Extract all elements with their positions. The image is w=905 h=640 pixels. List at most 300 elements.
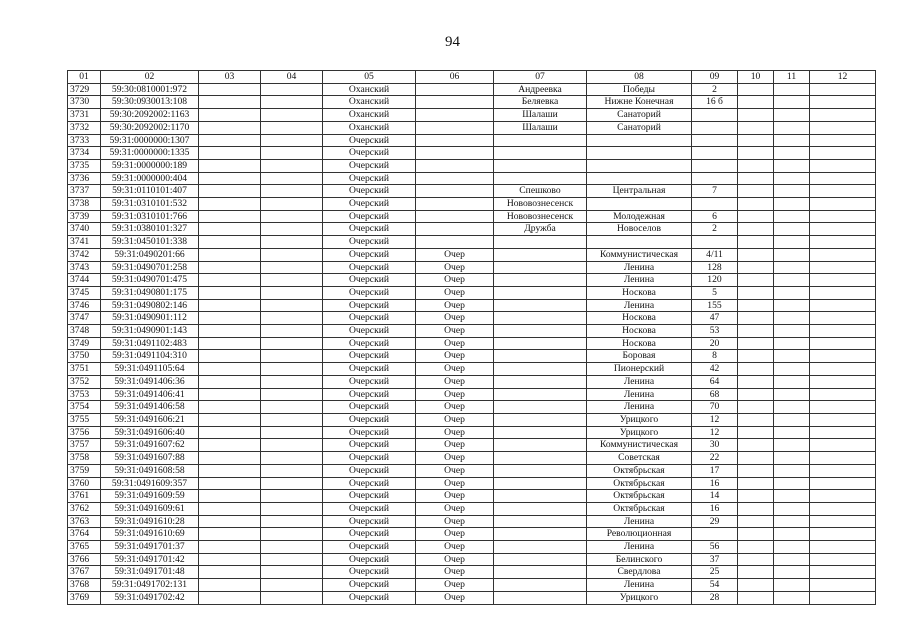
table-row [68,553,876,566]
table-cell: Очерский [323,248,416,261]
table-cell: Санаторий [587,121,692,134]
table-cell [494,591,587,604]
table-cell [738,248,774,261]
table-cell: Очер [416,541,494,554]
table-cell [199,325,261,338]
table-cell [261,426,323,439]
table-cell [416,172,494,185]
table-cell [199,172,261,185]
table-cell [261,553,323,566]
table-cell [774,528,810,541]
table-cell: 59:30:2092002:1170 [101,121,199,134]
table-cell: Новоселов [587,223,692,236]
table-cell [810,591,876,604]
table-cell [199,96,261,109]
table-cell [199,236,261,249]
table-cell [692,172,738,185]
table-cell: Очерский [323,350,416,363]
table-cell [199,299,261,312]
table-cell [774,210,810,223]
table-cell: Очер [416,388,494,401]
table-cell [810,109,876,122]
table-cell [738,515,774,528]
table-cell [494,490,587,503]
table-cell [774,121,810,134]
table-cell: Очер [416,337,494,350]
table-row [68,439,876,452]
table-cell [738,312,774,325]
table-cell [774,134,810,147]
table-cell: 59:31:0491406:58 [101,401,199,414]
table-cell: 30 [692,439,738,452]
table-cell: 59:31:0490201:66 [101,248,199,261]
table-cell: 59:31:0491105:64 [101,363,199,376]
table-cell [199,274,261,287]
table-cell [810,299,876,312]
table-cell [738,325,774,338]
table-cell [738,274,774,287]
table-cell: Очер [416,528,494,541]
table-cell [494,401,587,414]
table-cell [810,464,876,477]
table-cell [494,159,587,172]
table-cell: Очер [416,413,494,426]
table-cell: 2 [692,83,738,96]
table-cell [199,198,261,211]
table-cell [261,83,323,96]
table-cell [261,464,323,477]
table-cell: 59:31:0490801:175 [101,286,199,299]
table-cell [738,286,774,299]
table-cell: Очерский [323,579,416,592]
table-row [68,477,876,490]
table-row [68,363,876,376]
table-row [68,541,876,554]
table-cell [261,286,323,299]
table-cell: 22 [692,452,738,465]
table-row [68,185,876,198]
table-cell: Коммунистическая [587,439,692,452]
table-cell [738,198,774,211]
table-cell [261,96,323,109]
table-cell: Оханский [323,121,416,134]
table-cell [261,134,323,147]
table-cell [774,490,810,503]
table-cell [494,528,587,541]
table-cell [738,299,774,312]
table-cell: Очерский [323,147,416,160]
table-cell: 3736 [68,172,101,185]
table-cell: Очер [416,502,494,515]
table-cell [261,185,323,198]
table-cell [738,426,774,439]
table-cell: 3769 [68,591,101,604]
table-cell [199,248,261,261]
table-cell [738,477,774,490]
table-cell: 3766 [68,553,101,566]
table-cell [261,579,323,592]
table-cell: Очерский [323,223,416,236]
table-row [68,198,876,211]
table-row [68,121,876,134]
column-header: 10 [738,71,774,84]
table-cell: 59:30:0810001:972 [101,83,199,96]
table-cell: Очерский [323,375,416,388]
table-cell [494,261,587,274]
table-cell: Очер [416,350,494,363]
table-row [68,261,876,274]
table-cell [261,413,323,426]
table-cell: 3762 [68,502,101,515]
table-cell [738,121,774,134]
table-cell: Очер [416,566,494,579]
table-cell: 3729 [68,83,101,96]
table-cell: Очерский [323,426,416,439]
table-cell: Боровая [587,350,692,363]
table-cell: 3755 [68,413,101,426]
table-cell: 64 [692,375,738,388]
table-row [68,172,876,185]
table-cell [416,223,494,236]
table-cell: 59:31:0490701:258 [101,261,199,274]
table-cell [199,566,261,579]
table-cell [692,236,738,249]
column-header: 12 [810,71,876,84]
table-cell [692,159,738,172]
table-cell: 16 [692,477,738,490]
table-cell [199,312,261,325]
table-row [68,312,876,325]
table-cell: 59:31:0491606:21 [101,413,199,426]
table-cell: Очерский [323,261,416,274]
table-cell [810,286,876,299]
table-cell: Октябрьская [587,477,692,490]
table-cell: 59:30:0930013:108 [101,96,199,109]
table-cell [810,325,876,338]
table-cell [774,172,810,185]
table-cell: 3756 [68,426,101,439]
table-cell [810,566,876,579]
table-cell [774,363,810,376]
table-cell: Революционная [587,528,692,541]
table-cell: 59:31:0491606:40 [101,426,199,439]
table-cell [810,172,876,185]
table-cell: 3733 [68,134,101,147]
table-cell [738,236,774,249]
table-cell [810,452,876,465]
table-cell [261,223,323,236]
table-cell: 14 [692,490,738,503]
table-cell: Октябрьская [587,502,692,515]
table-cell: Очерский [323,541,416,554]
table-cell [261,502,323,515]
table-cell: 3754 [68,401,101,414]
table-cell: Очер [416,248,494,261]
table-cell [199,147,261,160]
table-cell: Ленина [587,261,692,274]
table-cell [738,553,774,566]
table-cell [261,109,323,122]
table-cell [738,363,774,376]
table-cell [810,363,876,376]
table-cell: 59:31:0310101:766 [101,210,199,223]
table-cell [774,274,810,287]
table-cell [494,515,587,528]
table-cell [810,236,876,249]
table-cell [199,401,261,414]
table-cell: 3767 [68,566,101,579]
table-cell: Очерский [323,325,416,338]
table-row [68,134,876,147]
table-cell [416,159,494,172]
table-cell: 59:31:0491607:62 [101,439,199,452]
table-cell: Октябрьская [587,464,692,477]
table-cell [416,147,494,160]
table-cell: 17 [692,464,738,477]
table-cell [199,83,261,96]
table-cell: Октябрьская [587,490,692,503]
table-cell: 3751 [68,363,101,376]
table-body [68,83,876,604]
table-cell: Очер [416,515,494,528]
table-cell [494,477,587,490]
column-header: 02 [101,71,199,84]
table-cell: Очер [416,477,494,490]
table-cell: Очерский [323,591,416,604]
table-cell: Очер [416,299,494,312]
table-row [68,375,876,388]
table-cell [810,312,876,325]
table-cell: Нововознесенск [494,210,587,223]
table-cell: Очерский [323,363,416,376]
table-cell: Очерский [323,185,416,198]
table-cell [774,375,810,388]
table-cell: 59:31:0491702:131 [101,579,199,592]
table-cell [774,96,810,109]
table-cell [774,452,810,465]
table-cell: Очерский [323,299,416,312]
table-cell [199,375,261,388]
table-row [68,109,876,122]
table-cell [199,350,261,363]
table-cell [261,541,323,554]
table-cell: 59:31:0490901:143 [101,325,199,338]
table-cell [810,528,876,541]
table-cell: 3749 [68,337,101,350]
table-cell [774,185,810,198]
table-cell [587,172,692,185]
table-cell [261,388,323,401]
table-cell [494,464,587,477]
table-cell: Очерский [323,502,416,515]
table-cell: 3746 [68,299,101,312]
table-cell: 6 [692,210,738,223]
table-cell [774,388,810,401]
table-cell: 3764 [68,528,101,541]
column-header: 11 [774,71,810,84]
column-header: 01 [68,71,101,84]
table-cell: Очер [416,363,494,376]
table-cell: 59:31:0491607:88 [101,452,199,465]
table-cell [494,426,587,439]
table-cell: 16 б [692,96,738,109]
table-cell: 3748 [68,325,101,338]
table-cell: Очерский [323,134,416,147]
table-cell: Очерский [323,452,416,465]
table-row [68,147,876,160]
table-cell: Очерский [323,172,416,185]
table-cell [199,159,261,172]
table-cell: Шалаши [494,121,587,134]
table-cell: 53 [692,325,738,338]
table-cell [199,223,261,236]
table-cell: 3760 [68,477,101,490]
table-cell: 3744 [68,274,101,287]
table-row [68,413,876,426]
table-cell [416,96,494,109]
table-row [68,579,876,592]
table-cell [199,109,261,122]
table-cell: 3765 [68,541,101,554]
table-cell: Урицкого [587,413,692,426]
table-cell [738,375,774,388]
table-cell [738,83,774,96]
table-cell [261,591,323,604]
table-cell [810,223,876,236]
table-cell: 3741 [68,236,101,249]
table-cell: 12 [692,426,738,439]
table-cell: 59:31:0000000:1335 [101,147,199,160]
table-cell [738,413,774,426]
table-cell [261,490,323,503]
table-cell [494,502,587,515]
table-cell [810,502,876,515]
table-cell [261,325,323,338]
table-cell [494,566,587,579]
table-cell [774,83,810,96]
table-cell: 59:31:0491610:69 [101,528,199,541]
table-cell [810,274,876,287]
table-cell [738,147,774,160]
table-cell [494,299,587,312]
table-cell [261,159,323,172]
table-cell: Андреевка [494,83,587,96]
table-cell: Очерский [323,388,416,401]
table-cell [199,185,261,198]
table-cell: Очерский [323,312,416,325]
table-cell [494,350,587,363]
table-cell [494,325,587,338]
table-cell [738,579,774,592]
table-cell [810,134,876,147]
table-cell [261,299,323,312]
table-cell [494,541,587,554]
table-cell: Очерский [323,159,416,172]
table-cell: Очер [416,274,494,287]
table-row [68,299,876,312]
table-cell: Нижне Конечная [587,96,692,109]
table-cell [416,109,494,122]
table-cell: Нововознесенск [494,198,587,211]
table-cell: Очер [416,261,494,274]
table-cell: Ленина [587,579,692,592]
table-cell: Ленина [587,375,692,388]
table-cell: Очерский [323,198,416,211]
table-cell: Очер [416,591,494,604]
registry-table [67,70,876,605]
table-cell [261,121,323,134]
table-cell [199,388,261,401]
table-cell [494,553,587,566]
table-cell [261,274,323,287]
table-row [68,426,876,439]
table-cell: 3768 [68,579,101,592]
table-cell: Очер [416,579,494,592]
table-cell [416,83,494,96]
table-cell [810,426,876,439]
table-cell [494,286,587,299]
table-cell: 3732 [68,121,101,134]
table-cell: Ленина [587,541,692,554]
table-cell: 59:31:0491102:483 [101,337,199,350]
table-cell [199,210,261,223]
table-cell: Очерский [323,553,416,566]
table-cell: 3758 [68,452,101,465]
table-cell [199,439,261,452]
table-cell: Очер [416,375,494,388]
table-cell: 59:31:0450101:338 [101,236,199,249]
table-cell: 56 [692,541,738,554]
table-cell [810,413,876,426]
table-cell [261,401,323,414]
table-cell [738,541,774,554]
table-cell: 59:31:0491609:61 [101,502,199,515]
column-header: 08 [587,71,692,84]
table-row [68,591,876,604]
table-cell: 12 [692,413,738,426]
table-cell [738,490,774,503]
table-cell: 3763 [68,515,101,528]
table-row [68,96,876,109]
table-cell: 3738 [68,198,101,211]
table-cell [199,464,261,477]
table-cell: Носкова [587,286,692,299]
table-cell: 70 [692,401,738,414]
table-cell [199,134,261,147]
table-cell [199,337,261,350]
table-cell: Очер [416,426,494,439]
table-cell [494,337,587,350]
table-cell: 3737 [68,185,101,198]
table-cell [494,248,587,261]
table-cell: 59:31:0491406:41 [101,388,199,401]
table-cell [261,312,323,325]
table-cell [261,439,323,452]
table-cell: Ленина [587,388,692,401]
table-cell [587,134,692,147]
table-cell: Очерский [323,337,416,350]
table-cell: Оханский [323,109,416,122]
table-cell: 59:31:0000000:404 [101,172,199,185]
table-cell: 3753 [68,388,101,401]
table-cell [774,312,810,325]
column-header: 09 [692,71,738,84]
table-cell [774,413,810,426]
table-cell: Победы [587,83,692,96]
table-cell: Спешково [494,185,587,198]
table-cell [199,477,261,490]
table-cell: 59:31:0380101:327 [101,223,199,236]
